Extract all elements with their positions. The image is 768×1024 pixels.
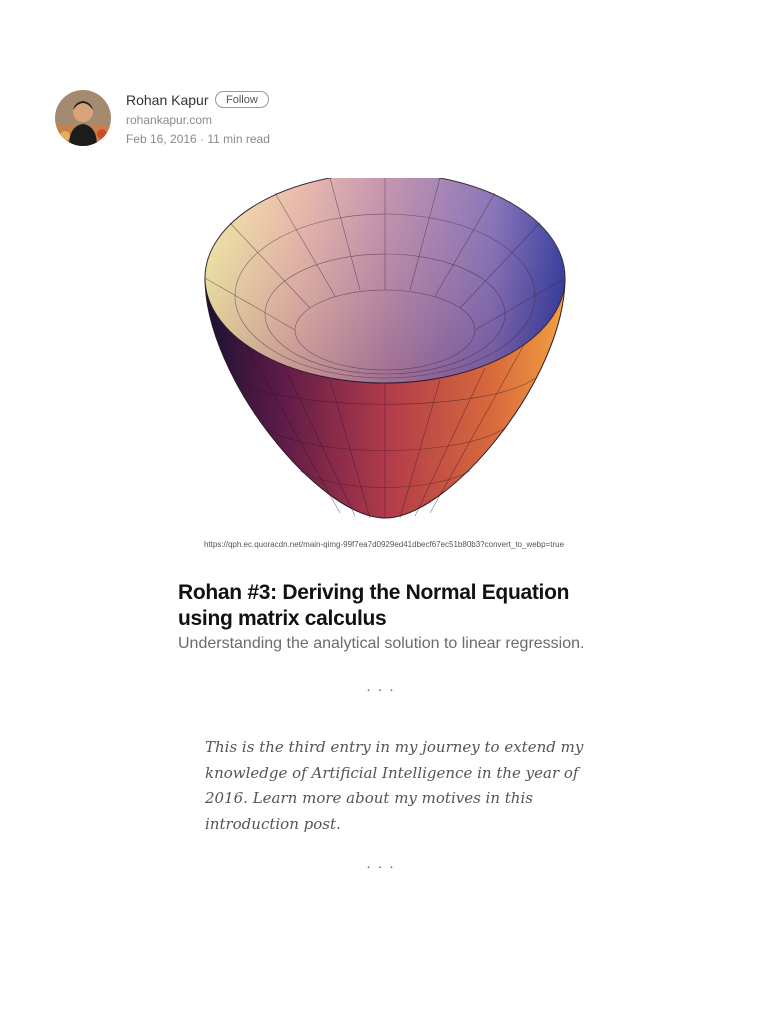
intro-paragraph: This is the third entry in my journey to extend my knowledge of Artificial Intelligence in the year of 2016. Learn more about my motives in this introduction post. xyxy=(205,738,584,833)
post-meta: Feb 16, 2016 · 11 min read xyxy=(126,132,270,146)
follow-button[interactable]: Follow xyxy=(215,91,269,108)
author-name[interactable]: Rohan Kapur xyxy=(126,92,209,108)
section-divider: ... xyxy=(366,857,402,872)
author-site-link[interactable]: rohankapur.com xyxy=(126,113,213,127)
author-block xyxy=(55,90,455,150)
article-subtitle: Understanding the analytical solution to linear regression. xyxy=(178,635,585,652)
hero-image xyxy=(190,178,580,523)
article-title: Rohan #3: Deriving the Normal Equation using matrix calculus xyxy=(178,581,570,630)
section-divider: ... xyxy=(366,680,402,695)
avatar[interactable] xyxy=(55,90,111,146)
hero-caption[interactable]: https://qph.ec.quoracdn.net/main-qimg-99f7ea7d0929ed41dbecf67ec51b80b3?convert_to_webp=true xyxy=(203,540,565,549)
